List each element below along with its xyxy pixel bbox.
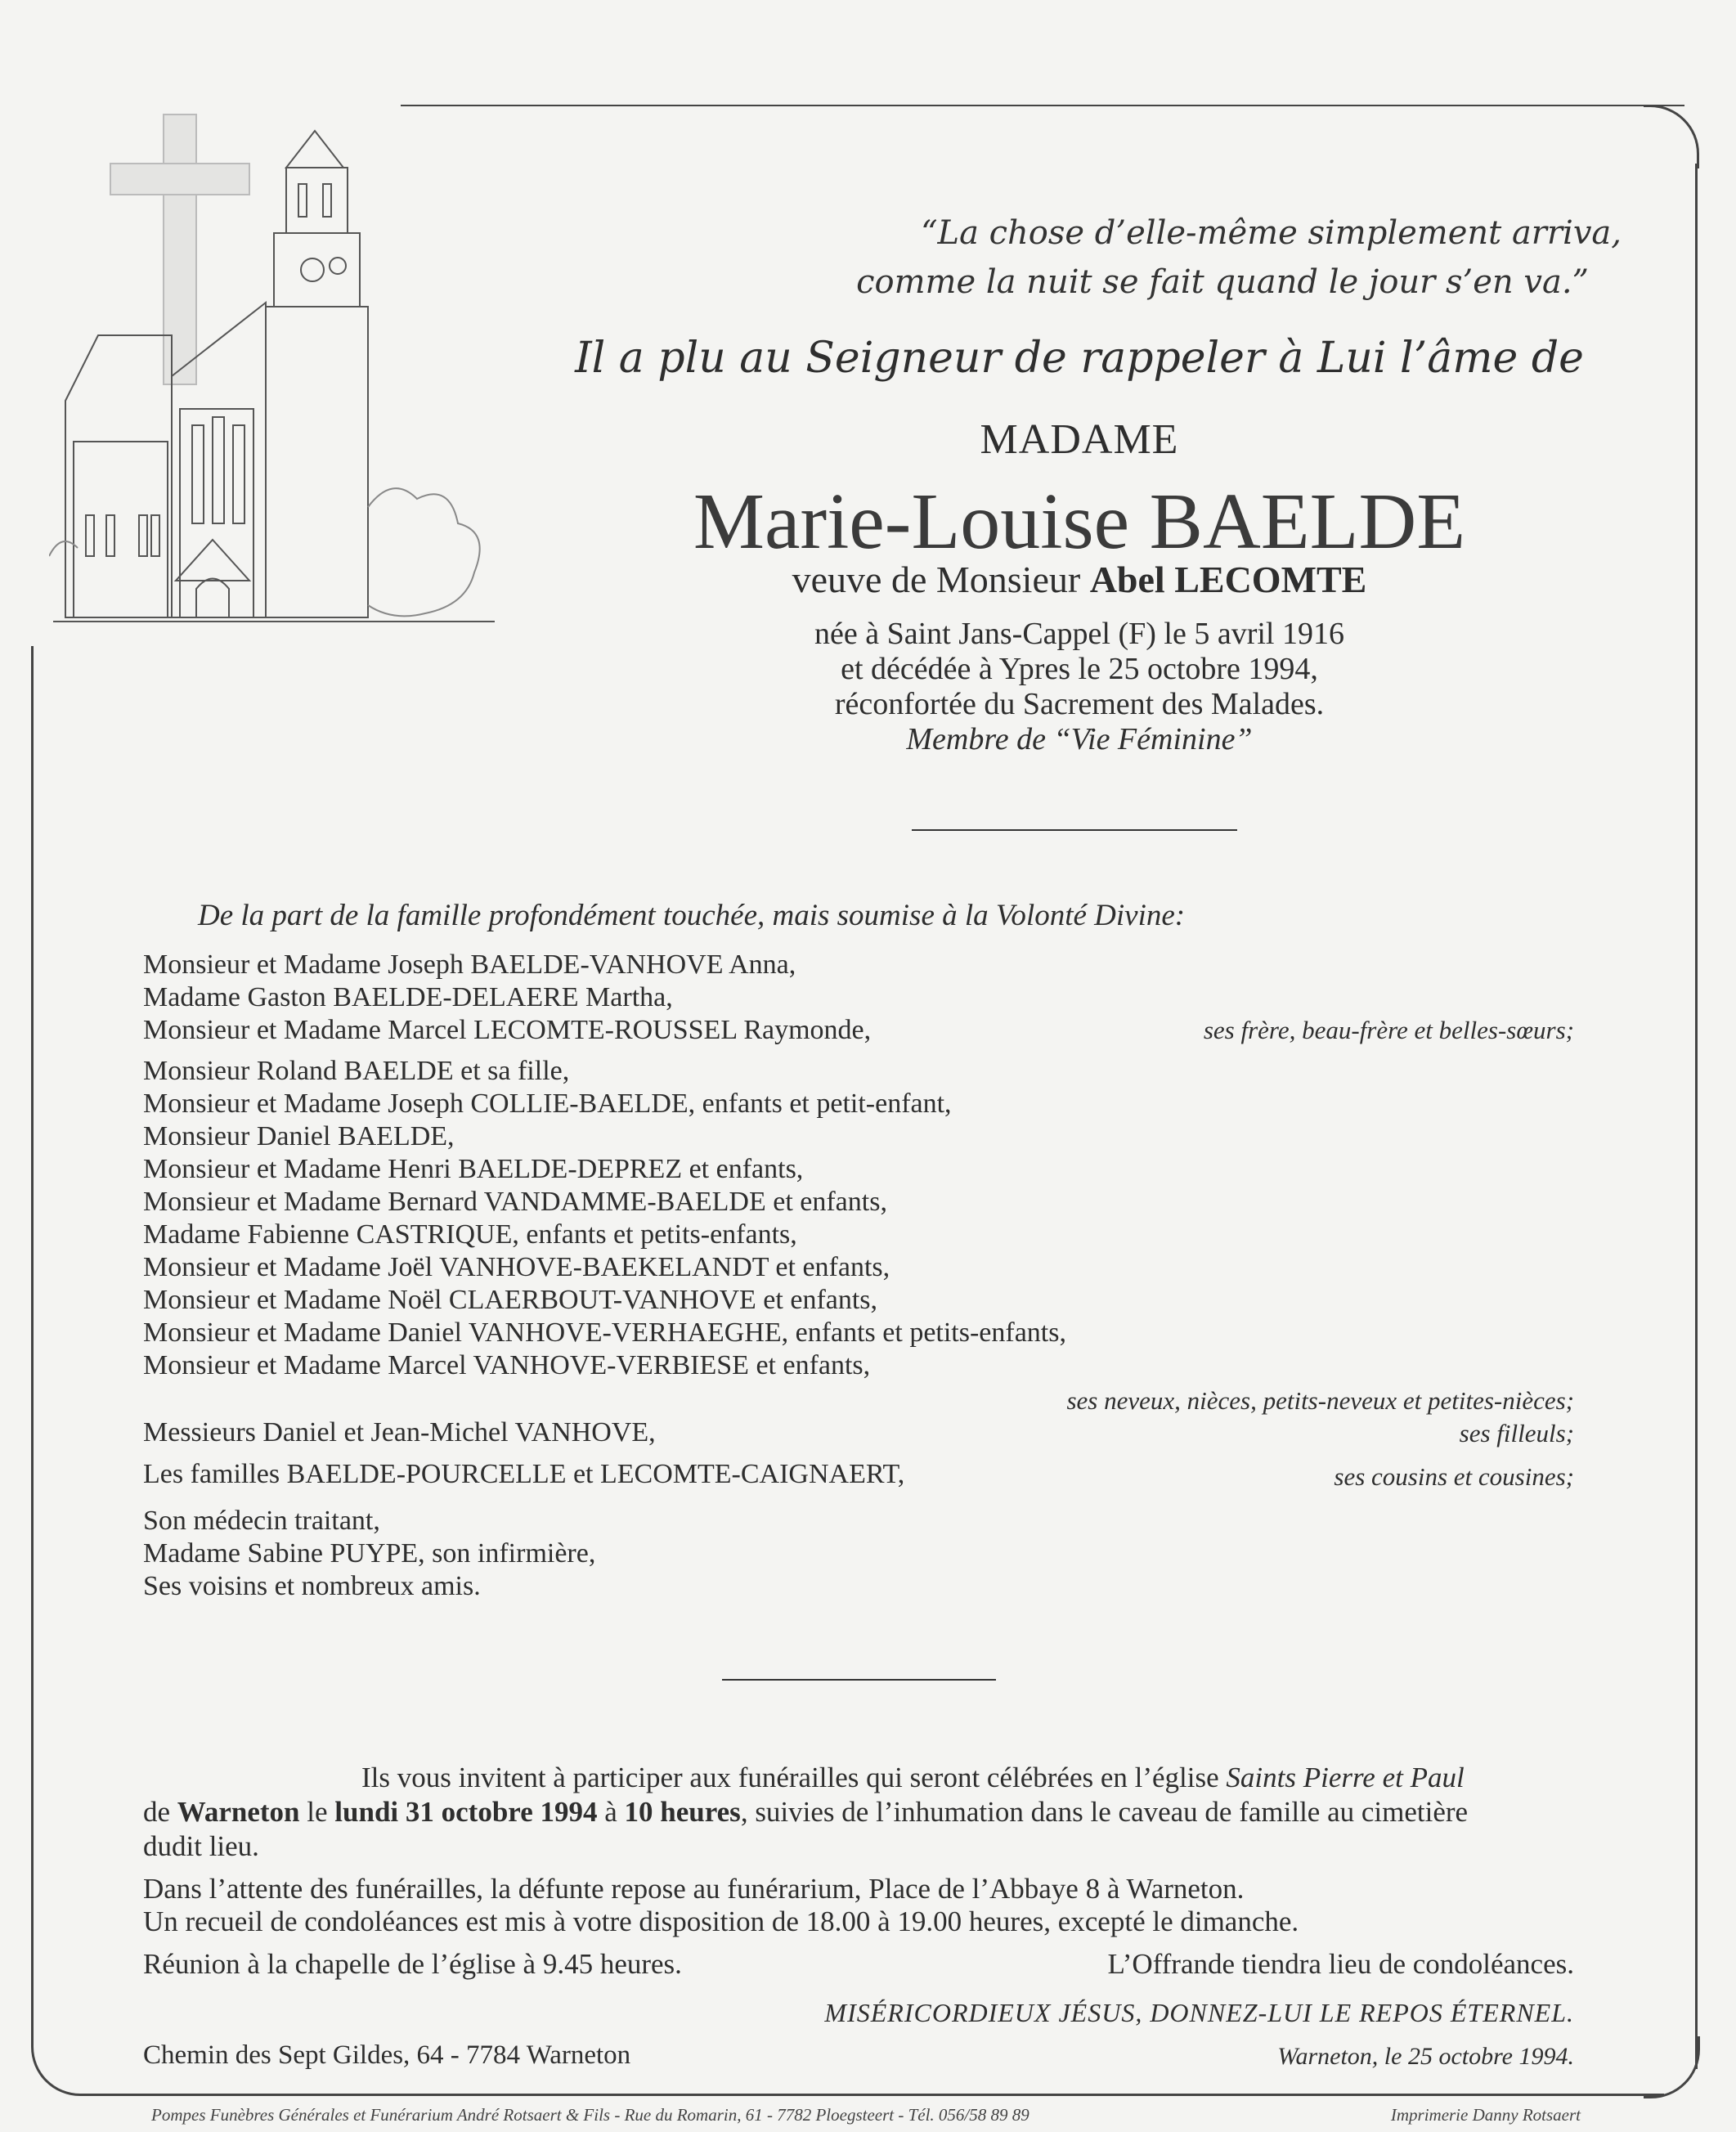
family-member: Son médecin traitant, — [143, 1506, 380, 1536]
funeral-date: lundi 31 octobre 1994 — [334, 1796, 598, 1828]
footer-printer: Imprimerie Danny Rotsaert — [1390, 2105, 1581, 2125]
family-member: Monsieur et Madame Joseph BAELDE-VANHOVE Anna, — [143, 949, 796, 980]
funeral-line-1 — [361, 1762, 1465, 1794]
reunion-line: Réunion à la chapelle de l’église à 9.45 heures. — [143, 1948, 682, 1980]
intro-text: Il a plu au Seigneur de rappeler à Lui l’âme de — [575, 334, 1584, 383]
footer-undertaker: Pompes Funèbres Générales et Funérarium André Rotsaert & Fils - Rue du Romarin, 61 - 7782 Ploegsteert - Tél. 056/58 89 89 — [151, 2105, 1029, 2125]
details-block — [564, 617, 1595, 757]
member-line: Membre de “Vie Féminine” — [906, 722, 1253, 756]
funeral-text: Ils vous invitent à participer aux funérailles qui seront célébrées en l’église — [361, 1762, 1227, 1793]
family-member: Monsieur et Madame Joseph COLLIE-BAELDE, enfants et petit-enfant, — [143, 1088, 952, 1119]
family-godchildren: Messieurs Daniel et Jean-Michel VANHOVE, — [143, 1417, 656, 1448]
funeral-line-3: dudit lieu. — [143, 1830, 259, 1862]
family-group-2 — [143, 1055, 1066, 1382]
funeral-text: à — [597, 1796, 625, 1828]
title-madame: MADAME — [980, 416, 1179, 463]
family-member: Monsieur et Madame Henri BAELDE-DEPREZ et enfants, — [143, 1154, 804, 1184]
border-corner-bottom-right — [1644, 2036, 1700, 2098]
family-member: Monsieur et Madame Joël VANHOVE-BAEKELANDT et enfants, — [143, 1252, 890, 1282]
offrande-line: L’Offrande tiendra lieu de condoléances. — [1107, 1948, 1574, 1980]
quote-line-2: comme la nuit se fait quand le jour s’en va.” — [856, 263, 1589, 301]
family-group-1 — [143, 949, 871, 1047]
funeral-text: , suivies de l’inhumation dans le caveau de famille au cimetière — [740, 1796, 1469, 1828]
family-member: Monsieur et Madame Marcel VANHOVE-VERBIESE et enfants, — [143, 1350, 871, 1380]
church-name: Saints Pierre et Paul — [1226, 1762, 1465, 1793]
funerarium-line: Dans l’attente des funérailles, la défunte repose au funérarium, Place de l’Abbaye 8 à Warneton. — [143, 1873, 1245, 1905]
family-member: Madame Sabine PUYPE, son infirmière, — [143, 1538, 596, 1569]
family-intro: De la part de la famille profondément touchée, mais soumise à la Volonté Divine: — [198, 899, 1186, 932]
family-member: Monsieur et Madame Daniel VANHOVE-VERHAEGHE, enfants et petits-enfants, — [143, 1317, 1066, 1348]
family-member: Monsieur Daniel BAELDE, — [143, 1121, 455, 1151]
funeral-town: Warneton — [177, 1796, 300, 1828]
family-cousins: Les familles BAELDE-POURCELLE et LECOMTE-CAIGNAERT, — [143, 1459, 905, 1489]
family-member: Ses voisins et nombreux amis. — [143, 1571, 481, 1601]
family-group-friends — [143, 1505, 595, 1603]
family-member: Madame Fabienne CASTRIQUE, enfants et petits-enfants, — [143, 1219, 797, 1250]
divider-1 — [912, 829, 1237, 831]
relation-nephews: ses neveux, nièces, petits-neveux et petites-nièces; — [1066, 1386, 1574, 1415]
address-line: Chemin des Sept Gildes, 64 - 7784 Warneton — [143, 2040, 631, 2070]
detail-birth: née à Saint Jans-Cappel (F) le 5 avril 1916 — [814, 617, 1344, 651]
church-illustration — [49, 98, 507, 638]
widow-line — [564, 558, 1595, 601]
deceased-name: Marie-Louise BAELDE — [693, 478, 1466, 566]
border-right — [1695, 164, 1698, 2069]
detail-death: et décédée à Ypres le 25 octobre 1994, — [841, 652, 1318, 686]
divider-2 — [722, 1679, 996, 1681]
border-corner-bottom-left — [31, 2036, 91, 2096]
family-member: Monsieur et Madame Noël CLAERBOUT-VANHOVE et enfants, — [143, 1285, 878, 1315]
family-member: Madame Gaston BAELDE-DELAERE Martha, — [143, 982, 673, 1012]
condolence-line: Un recueil de condoléances est mis à votre disposition de 18.00 à 19.00 heures, excepté le dimanche. — [143, 1905, 1299, 1937]
widow-prefix: veuve de Monsieur — [792, 559, 1081, 600]
relation-godchildren: ses filleuls; — [1459, 1419, 1574, 1448]
widow-name: Abel LECOMTE — [1089, 559, 1367, 600]
border-corner-top-right — [1644, 105, 1699, 168]
relation-cousins: ses cousins et cousines; — [1334, 1462, 1574, 1491]
funeral-time: 10 heures — [624, 1796, 741, 1828]
funeral-line-2 — [143, 1796, 1468, 1829]
detail-sacrament: réconfortée du Sacrement des Malades. — [834, 687, 1325, 721]
family-member: Monsieur et Madame Bernard VANDAMME-BAELDE et enfants, — [143, 1187, 887, 1217]
prayer-line: MISÉRICORDIEUX JÉSUS, DONNEZ-LUI LE REPOS ÉTERNEL. — [824, 1998, 1574, 2027]
border-bottom — [86, 2094, 1664, 2096]
family-member: Monsieur Roland BAELDE et sa fille, — [143, 1056, 570, 1086]
funeral-text: le — [299, 1796, 335, 1828]
funeral-text: de — [143, 1796, 177, 1828]
border-top — [401, 105, 1684, 106]
place-date: Warneton, le 25 octobre 1994. — [1277, 2043, 1574, 2070]
quote-line-1: “La chose d’elle-même simplement arriva, — [921, 214, 1622, 252]
border-left — [31, 646, 34, 2036]
relation-siblings: ses frère, beau-frère et belles-sœurs; — [1203, 1016, 1574, 1044]
family-member: Monsieur et Madame Marcel LECOMTE-ROUSSEL Raymonde, — [143, 1015, 872, 1045]
